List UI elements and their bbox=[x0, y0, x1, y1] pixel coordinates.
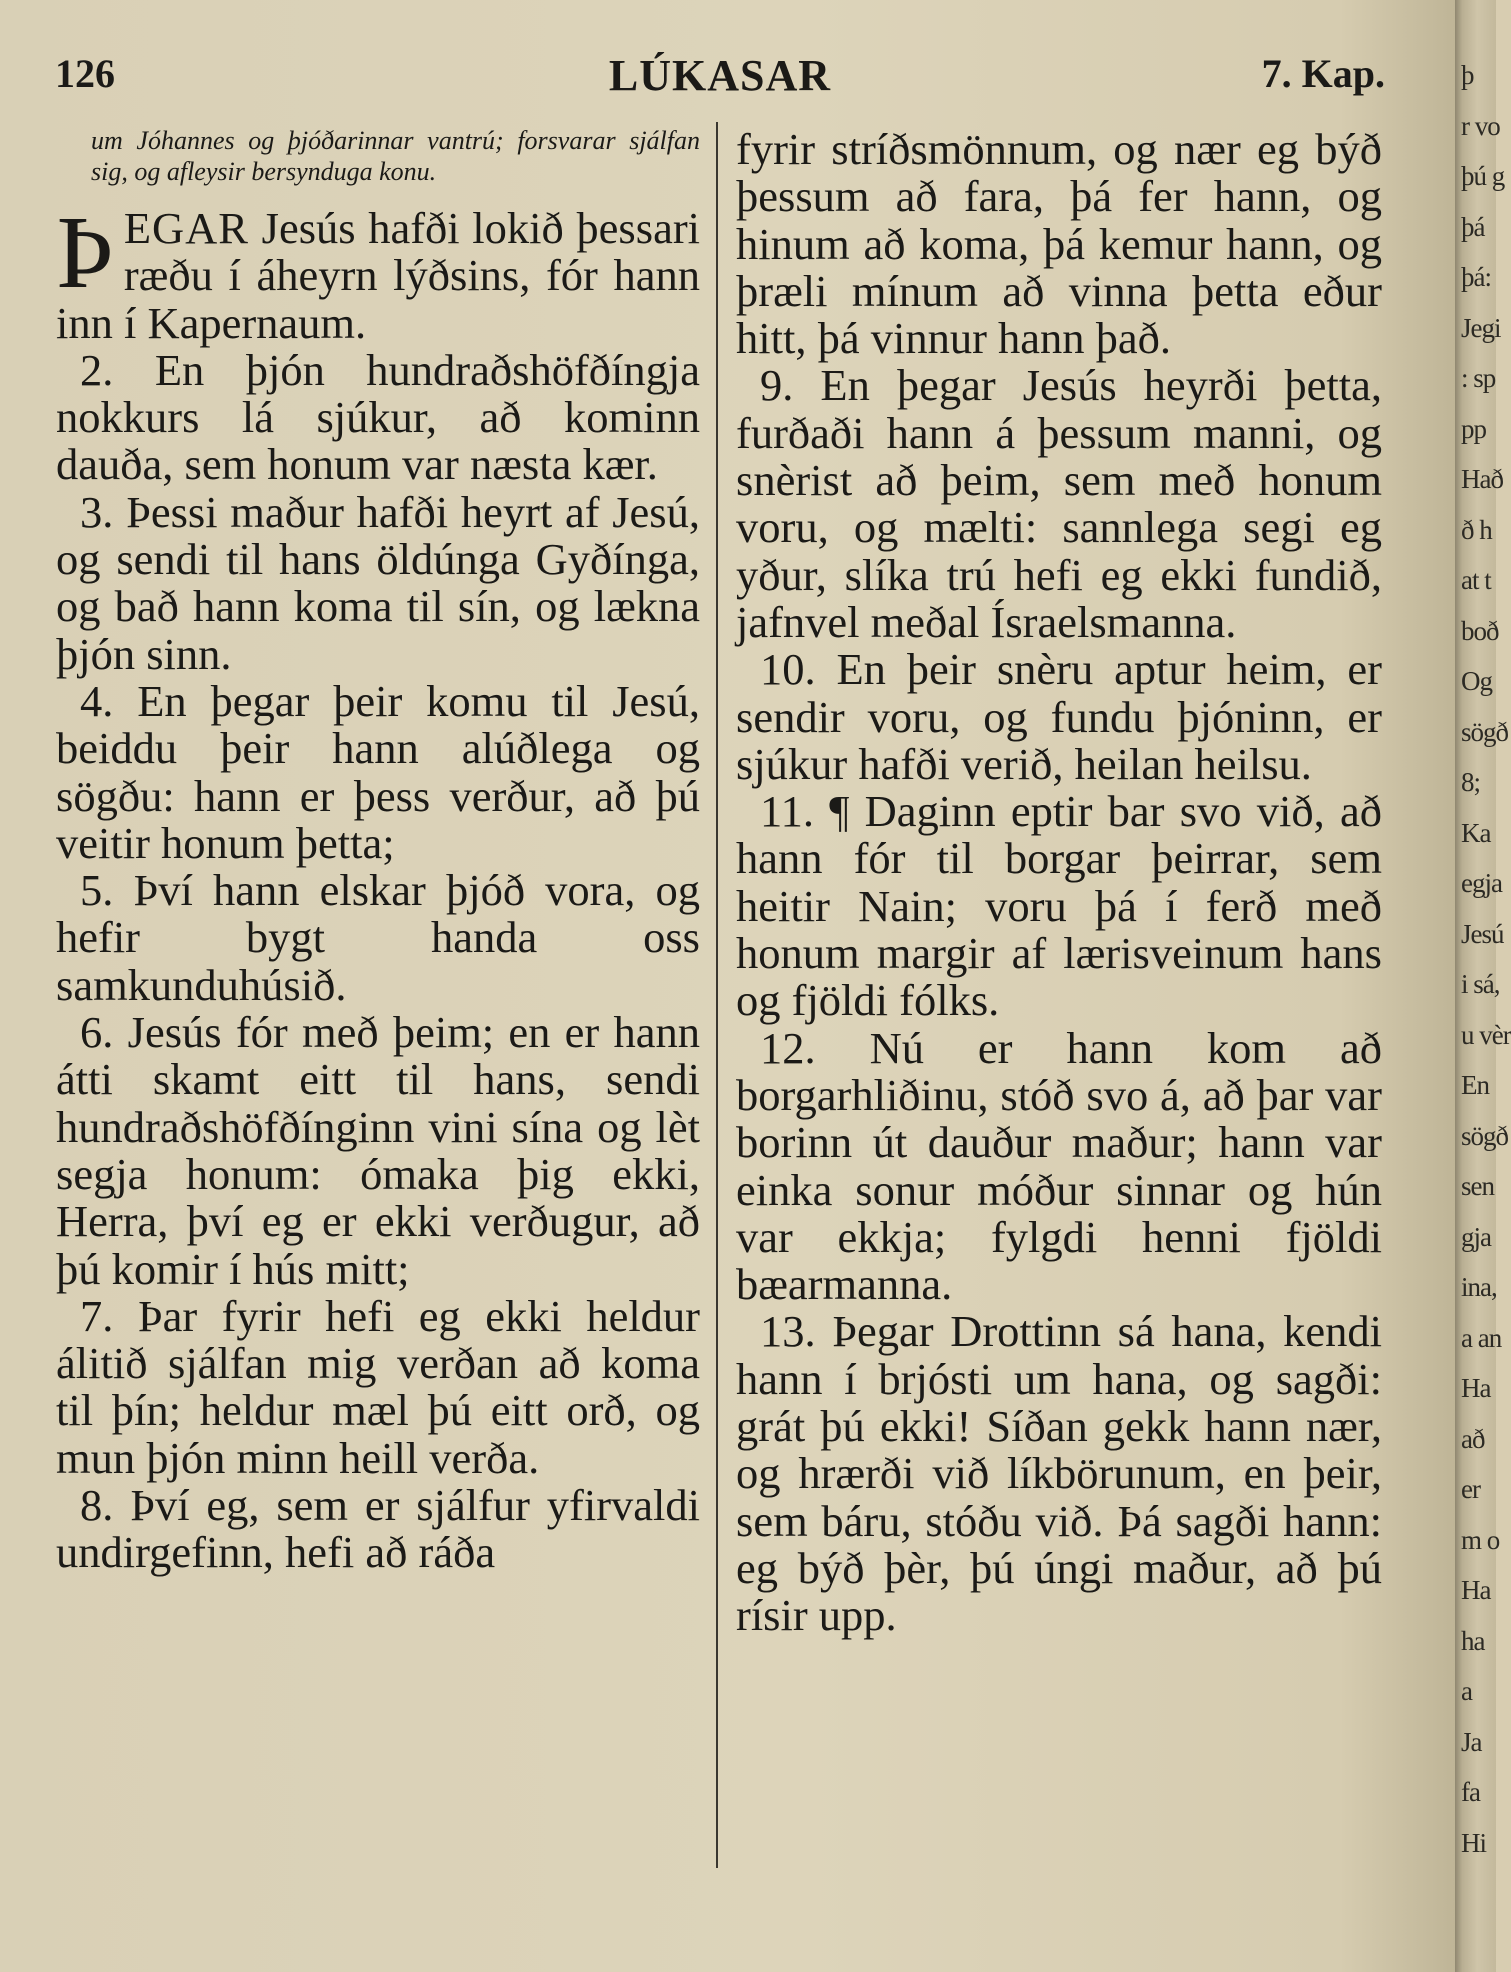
opening-text: Jesús hafði lokið þessari ræðu í áheyrn lýðsins, fór hann inn í Kapernaum. bbox=[56, 203, 700, 348]
facing-page-fragment: pp bbox=[1461, 413, 1486, 444]
facing-page-fragment: Ka bbox=[1461, 817, 1491, 848]
facing-page-fragment: 8; bbox=[1461, 767, 1481, 797]
verse-paragraph: fyrir stríðsmönnum, og nær eg býð þessum að fara, þá fer hann, og hinum að koma, þá kemur hann, og þræli mínum að vinna þetta eður hitt, þá vinnur hann það. bbox=[736, 124, 1382, 364]
verse-paragraph: 10. En þeir snèru aptur heim, er sendir voru, og fundu þjóninn, er sjúkur hafði verið, heilan heilsu. bbox=[736, 644, 1382, 789]
facing-page-fragment: a bbox=[1461, 1676, 1472, 1706]
verse-paragraph: 8. Því eg, sem er sjálfur yfirvaldi undirgefinn, hefi að ráða bbox=[56, 1480, 700, 1578]
page-header bbox=[55, 50, 1385, 110]
right-column bbox=[736, 126, 1382, 1640]
verse-paragraph: 2. En þjón hundraðshöfðíngja nokkurs lá sjúkur, að kominn dauða, sem honum var næsta kær. bbox=[56, 344, 700, 490]
opening-caps: EGAR bbox=[123, 203, 249, 253]
verse-paragraph: 4. En þegar þeir komu til Jesú, beiddu þeir hann alúðlega og sögðu: hann er þess verður, að þú veitir honum þetta; bbox=[56, 675, 700, 868]
facing-page-fragment: fa bbox=[1461, 1777, 1480, 1807]
facing-page-fragment: r vo bbox=[1461, 110, 1500, 141]
verse-paragraph: 3. Þessi maður hafði heyrt af Jesú, og sendi til hans öldúnga Gyðínga, og bað hann koma til sín, og lækna þjón sinn. bbox=[56, 486, 700, 679]
facing-page-fragment: i sá, bbox=[1461, 969, 1500, 999]
left-column bbox=[56, 125, 700, 1577]
facing-page-fragment: a an bbox=[1461, 1322, 1502, 1353]
facing-page-fragment: sögð bbox=[1461, 1120, 1509, 1151]
facing-page-fragment: þá: bbox=[1461, 262, 1491, 292]
facing-page-fragment: gja bbox=[1461, 1221, 1491, 1252]
facing-page-fragment: Ja bbox=[1461, 1726, 1482, 1757]
chapter-summary: um Jóhannes og þjóðarinnar vantrú; forsvarar sjálfan sig, og afleysir bersynduga konu. bbox=[91, 126, 700, 186]
chapter-label: 7. Kap. bbox=[1261, 51, 1385, 96]
facing-page-fragment: Og bbox=[1461, 666, 1492, 696]
facing-page-fragment: ina, bbox=[1461, 1272, 1497, 1302]
verse-paragraph: 12. Nú er hann kom að borgarhliðinu, stóð svo á, að þar var borinn út dauður maður; hann var einka sonur móður sinnar og hún var ekkja; fylgdi henni fjöldi bæarmanna. bbox=[736, 1022, 1382, 1310]
facing-page-fragment: at t bbox=[1461, 565, 1491, 595]
facing-page-fragment: þ bbox=[1461, 60, 1474, 90]
facing-page-fragment: ha bbox=[1461, 1625, 1485, 1656]
facing-page-fragment: ð h bbox=[1461, 514, 1492, 545]
facing-page-edge bbox=[1455, 0, 1511, 1972]
facing-page-fragment: að bbox=[1461, 1423, 1485, 1454]
facing-page-fragment: Ha bbox=[1461, 1373, 1491, 1403]
facing-page-fragment: þá bbox=[1461, 211, 1485, 242]
facing-page-fragment: sögð bbox=[1461, 716, 1509, 747]
facing-page-fragment: En bbox=[1461, 1070, 1489, 1100]
facing-page-fragment: er bbox=[1461, 1474, 1480, 1504]
page-number: 126 bbox=[55, 51, 115, 96]
facing-page-fragment: Hi bbox=[1461, 1827, 1486, 1858]
facing-page-fragment: þú g bbox=[1461, 161, 1505, 191]
verse-paragraph: 11. ¶ Daginn eptir bar svo við, að hann fór til borgar þeirrar, sem heitir Nain; voru þá í ferð með honum margir af lærisveinum hans og fjöldi fólks. bbox=[736, 786, 1382, 1026]
facing-page-fragment: : sp bbox=[1461, 363, 1496, 393]
running-title: LÚKASAR bbox=[608, 51, 832, 100]
verse-paragraph: 6. Jesús fór með þeim; en er hann átti skamt eitt til hans, sendi hundraðshöfðínginn vini sína og lèt segja honum: ómaka þig ekki, Herra, því eg er ekki verðugur, að þú komir í hús mitt; bbox=[56, 1007, 700, 1294]
facing-page-fragment: m o bbox=[1461, 1524, 1500, 1555]
verse-paragraph: 13. Þegar Drottinn sá hana, kendi hann í brjósti um hana, og sagði: grát þú ekki! Síðan gekk hann nær, og hrærði við líkbörunum, en þeir, sem báru, stóðu við. Þá sagði hann: eg býð þèr, þú úngi maður, að þú rísir upp. bbox=[736, 1306, 1382, 1641]
facing-page-fragment: u vèr bbox=[1461, 1019, 1511, 1050]
facing-page-fragment: sen bbox=[1461, 1171, 1494, 1201]
verse-paragraph: 5. Því hann elskar þjóð vora, og hefir bygt handa oss samkunduhúsið. bbox=[56, 865, 700, 1010]
opening-paragraph bbox=[56, 195, 700, 348]
facing-page-fragment: Ha bbox=[1461, 1575, 1491, 1605]
drop-cap: Þ bbox=[56, 195, 114, 310]
facing-page-fragment: boð bbox=[1461, 615, 1499, 646]
column-divider bbox=[716, 122, 718, 1868]
facing-page-fragment: egja bbox=[1461, 868, 1502, 898]
verse-paragraph: 9. En þegar Jesús heyrði þetta, furðaði hann á þessum manni, og snèrist að þeim, sem með honum voru, og mælti: sannlega segi eg yður, slíka trú hefi eg ekki fundið, jafnvel meðal Ísraelsmanna. bbox=[736, 360, 1382, 647]
facing-page-fragment: Hað bbox=[1461, 464, 1503, 494]
verse-paragraph: 7. Þar fyrir hefi eg ekki heldur álitið sjálfan mig verðan að koma til þín; heldur mæl þú eitt orð, og mun þjón minn heill verða. bbox=[56, 1290, 700, 1483]
facing-page-fragment: Jegi bbox=[1461, 312, 1501, 343]
facing-page-fragment: Jesú bbox=[1461, 918, 1504, 949]
